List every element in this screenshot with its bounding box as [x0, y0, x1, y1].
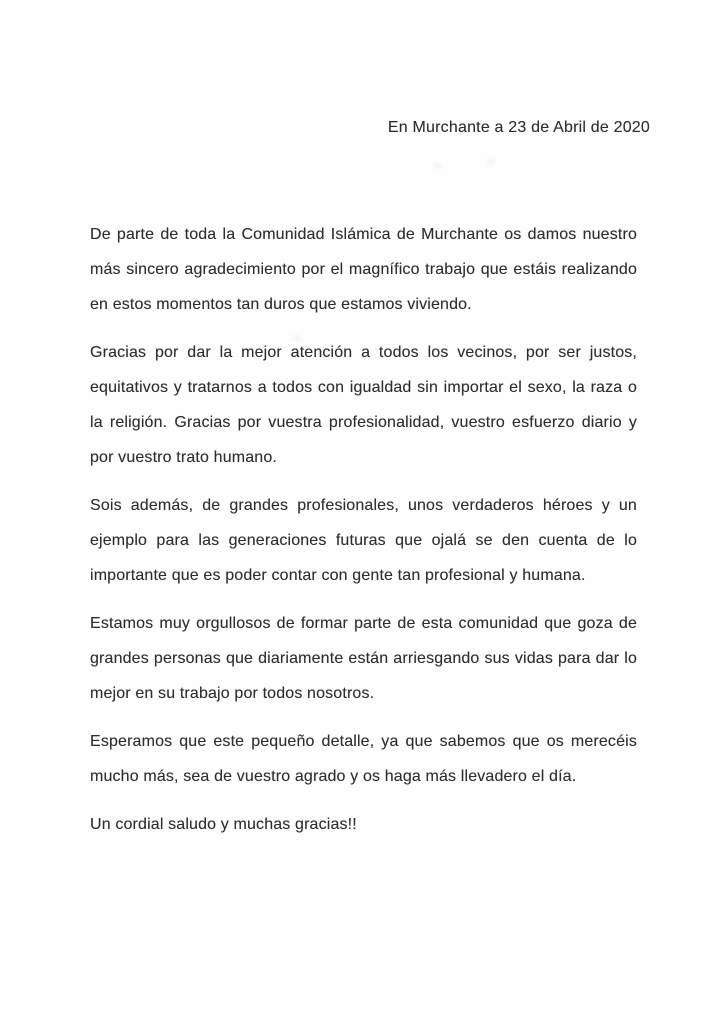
letter-paragraph-equality: Gracias por dar la mejor atención a todos los vecinos, por ser justos, equitativos y tratarnos a todos con igualdad sin importar el sexo, la raza o la religión. Gracias por vuestra profesionalidad, vuestro esfuerzo diario y por vuestro trato humano.: [90, 344, 637, 466]
letter-closing: Un cordial saludo y muchas gracias!!: [90, 816, 357, 833]
letter-paragraph-heroes: Sois además, de grandes profesionales, unos verdaderos héroes y un ejemplo para las generaciones futuras que ojalá se den cuenta de lo importante que es poder contar con gente tan profesional y humana.: [90, 497, 637, 584]
letter-body: [90, 217, 637, 842]
scan-smudge: [488, 158, 494, 165]
letter-paragraph-community: Estamos muy orgullosos de formar parte de esta comunidad que goza de grandes personas que diariamente están arriesgando sus vidas para dar lo mejor en su trabajo por todos nosotros.: [90, 615, 637, 702]
letter-dateline: En Murchante a 23 de Abril de 2020: [387, 119, 650, 136]
scan-smudge: [434, 163, 442, 168]
letter-paragraph-thanks: De parte de toda la Comunidad Islámica de Murchante os damos nuestro más sincero agradecimiento por el magnífico trabajo que estáis realizando en estos momentos tan duros que estamos viviendo.: [90, 226, 637, 313]
letter-paragraph-gift: Esperamos que este pequeño detalle, ya que sabemos que os merecéis mucho más, sea de vuestro agrado y os haga más llevadero el día.: [90, 733, 637, 785]
